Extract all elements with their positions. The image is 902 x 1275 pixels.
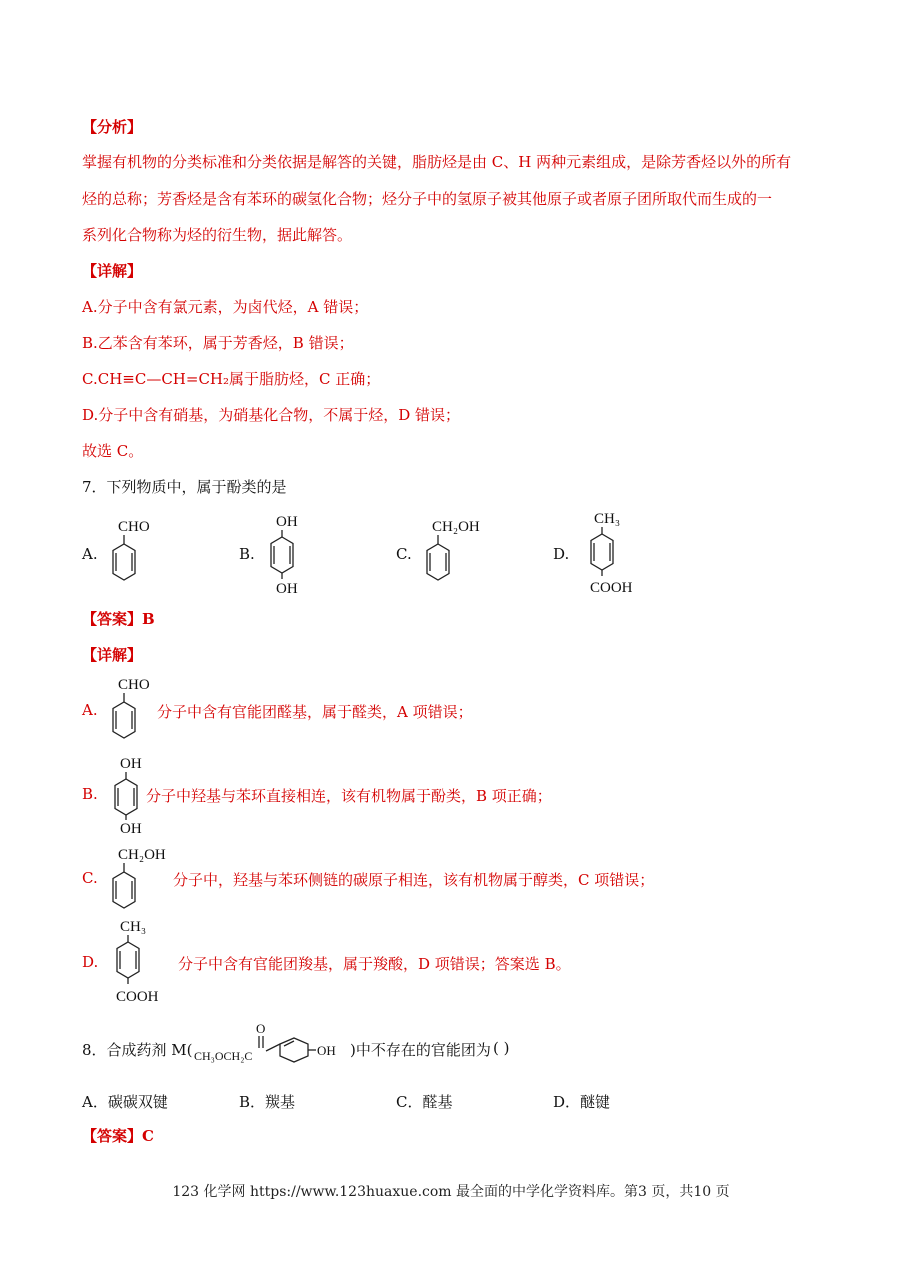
q7-answer: 【答案】B bbox=[82, 610, 155, 628]
q7-detail-a-group: CHO bbox=[118, 677, 150, 693]
question-7-stem: 7．下列物质中，属于酚类的是 bbox=[82, 478, 287, 496]
q8-option-b: B．羰基 bbox=[239, 1093, 296, 1111]
detail-heading: 【详解】 bbox=[82, 262, 143, 280]
detail-conclusion: 故选 C。 bbox=[82, 442, 144, 460]
q7-d-bottom-group: COOH bbox=[590, 580, 633, 596]
q7-option-c-structure bbox=[420, 514, 500, 594]
q8-option-a: A．碳碳双键 bbox=[82, 1093, 168, 1111]
page-footer: 123 化学网 https://www.123huaxue.com 最全面的中学化学资料库。第3 页，共10 页 bbox=[172, 1184, 730, 1200]
q7-option-d-structure bbox=[588, 506, 658, 598]
q7-detail-a-structure bbox=[104, 672, 164, 752]
question-8-stem-prefix: 8．合成药剂 M( bbox=[82, 1041, 193, 1059]
q8-carbonyl-oxygen: O bbox=[256, 1021, 266, 1036]
q7-detail-a-text: 分子中含有官能团醛基，属于醛类，A 项错误； bbox=[157, 703, 473, 721]
q7-detail-heading: 【详解】 bbox=[82, 646, 143, 664]
q8-molecule-structure bbox=[192, 1018, 352, 1066]
q7-detail-b-top-group: OH bbox=[120, 756, 142, 772]
q7-detail-a-label: A. bbox=[82, 701, 98, 719]
q7-option-c-label: C. bbox=[396, 545, 412, 563]
q7-a-group: CHO bbox=[118, 519, 150, 535]
detail-line-a: A.分子中含有氯元素，为卤代烃，A 错误； bbox=[82, 298, 369, 316]
q7-d-top-group: CH₃ bbox=[594, 511, 621, 527]
q7-detail-b-label: B. bbox=[82, 785, 98, 803]
q7-option-b-structure bbox=[266, 509, 326, 599]
q7-detail-c-group: CH₂OH bbox=[118, 847, 166, 863]
q7-option-b-label: B. bbox=[239, 545, 255, 563]
q7-detail-d-top-group: CH₃ bbox=[120, 919, 147, 935]
question-8-stem-suffix: )中不存在的官能团为 bbox=[350, 1041, 491, 1059]
q7-b-bottom-group: OH bbox=[276, 581, 298, 597]
analysis-heading: 【分析】 bbox=[82, 118, 143, 136]
q8-option-d: D．醚键 bbox=[553, 1093, 611, 1111]
q7-option-a-structure bbox=[104, 514, 164, 594]
analysis-line-2: 烃的总称；芳香烃是含有苯环的碳氢化合物；烃分子中的氢原子被其他原子或者原子团所取代而生成的一 bbox=[82, 190, 773, 208]
q7-detail-c-text: 分子中，羟基与苯环侧链的碳原子相连，该有机物属于醇类，C 项错误； bbox=[173, 871, 655, 889]
q7-detail-d-structure bbox=[114, 914, 184, 1006]
q7-detail-d-text: 分子中含有官能团羧基，属于羧酸，D 项错误；答案选 B。 bbox=[178, 955, 571, 973]
question-8-answer-blank: ( ) bbox=[493, 1039, 510, 1057]
analysis-line-1: 掌握有机物的分类标准和分类依据是解答的关键，脂肪烃是由 C、H 两种元素组成，是除芳香烃以外的所有 bbox=[82, 153, 792, 171]
q7-b-top-group: OH bbox=[276, 514, 298, 530]
q7-detail-d-label: D. bbox=[82, 953, 99, 971]
analysis-line-3: 系列化合物称为烃的衍生物，据此解答。 bbox=[82, 226, 353, 244]
q7-detail-b-text: 分子中羟基与苯环直接相连，该有机物属于酚类，B 项正确； bbox=[146, 787, 552, 805]
q8-option-c: C．醛基 bbox=[396, 1093, 453, 1111]
detail-line-c: C.CH≡C—CH=CH₂属于脂肪烃，C 正确； bbox=[82, 370, 381, 388]
q7-detail-c-structure bbox=[104, 842, 184, 922]
q8-answer: 【答案】C bbox=[82, 1127, 154, 1145]
q7-c-group: CH₂OH bbox=[432, 519, 480, 535]
detail-line-d: D.分子中含有硝基，为硝基化合物，不属于烃，D 错误； bbox=[82, 406, 461, 424]
q7-detail-b-bottom-group: OH bbox=[120, 821, 142, 837]
detail-line-b: B.乙苯含有苯环，属于芳香烃，B 错误； bbox=[82, 334, 354, 352]
q7-option-d-label: D. bbox=[553, 545, 570, 563]
q7-option-a-label: A. bbox=[82, 545, 98, 563]
q8-hydroxyl-group: OH bbox=[317, 1043, 336, 1058]
q7-detail-c-label: C. bbox=[82, 869, 98, 887]
q7-detail-d-bottom-group: COOH bbox=[116, 989, 159, 1005]
q8-chain-group: CH₃OCH₂C bbox=[194, 1049, 253, 1063]
